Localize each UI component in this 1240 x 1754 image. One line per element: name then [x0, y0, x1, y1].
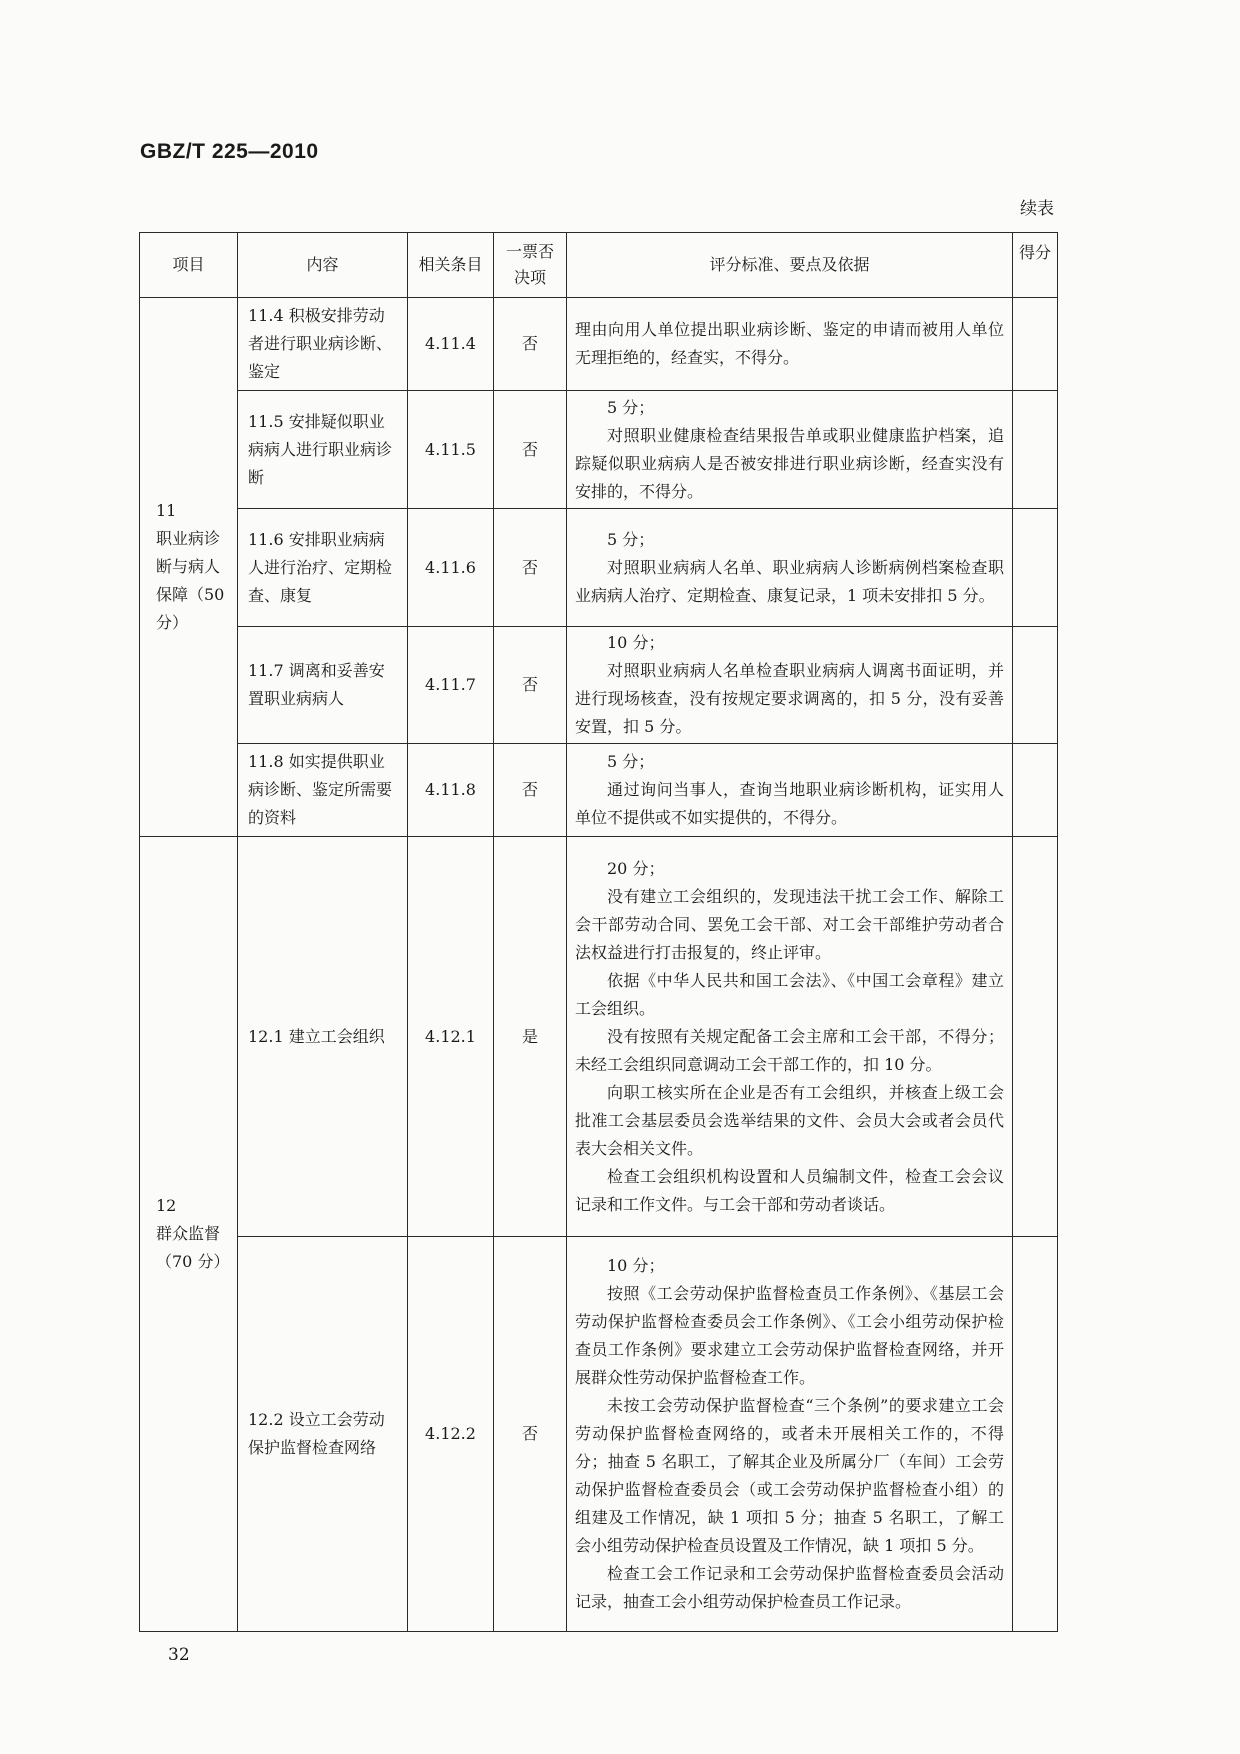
criteria-cell: [567, 627, 1013, 744]
table-row: [140, 837, 1058, 1237]
veto-cell: 否: [494, 1237, 567, 1632]
table-row: [140, 391, 1058, 509]
header-criteria: 评分标准、要点及依据: [567, 233, 1013, 298]
clause-cell: 4.11.4: [408, 298, 494, 391]
score-cell: [1013, 837, 1058, 1237]
content-cell: 12.1 建立工会组织: [238, 837, 408, 1237]
clause-cell: 4.12.2: [408, 1237, 494, 1632]
table-row: [140, 744, 1058, 837]
content-cell: 12.2 设立工会劳动保护监督检查网络: [238, 1237, 408, 1632]
clause-cell: 4.11.7: [408, 627, 494, 744]
header-content: 内容: [238, 233, 408, 298]
criteria-paragraph: 向职工核实所在企业是否有工会组织，并核查上级工会批准工会基层委员会选举结果的文件、会员大会或者会员代表大会相关文件。: [575, 1082, 1004, 1158]
criteria-paragraph: 对照职业病病人名单检查职业病病人调离书面证明，并进行现场核查，没有按规定要求调离的，扣 5 分，没有妥善安置，扣 5 分。: [575, 661, 1004, 736]
continued-label: 续表: [1020, 199, 1054, 219]
header-veto: 一票否决项: [494, 233, 567, 298]
criteria-cell: [567, 509, 1013, 627]
clause-cell: 4.11.8: [408, 744, 494, 837]
header-item: 项目: [140, 233, 238, 298]
table-header-row: [140, 233, 1058, 298]
scoring-table: [139, 232, 1058, 1632]
table-row: [140, 1237, 1058, 1632]
criteria-paragraph: 未按工会劳动保护监督检查“三个条例”的要求建立工会劳动保护监督检查网络的，或者未开展相关工作的，不得分；抽查 5 名职工，了解其企业及所属分厂（车间）工会劳动保护监督检查委员会（或工会劳动保护监督检查小组）的组建及工作情况，缺 1 项扣 5 分；抽查 5 名职工，了解工会小组劳动保护检查员设置及工作情况，缺 1 项扣 5 分。: [575, 1396, 1004, 1555]
content-cell: 11.6 安排职业病病人进行治疗、定期检查、康复: [238, 509, 408, 627]
criteria-paragraph: 对照职业健康检查结果报告单或职业健康监护档案，追踪疑似职业病病人是否被安排进行职业病诊断，经查实没有安排的，不得分。: [575, 425, 1004, 501]
header-score: 得分: [1013, 233, 1058, 298]
criteria-paragraph: 没有按照有关规定配备工会主席和工会干部，不得分；未经工会组织同意调动工会干部工作的，扣 10 分。: [575, 1026, 1004, 1074]
content-cell: 11.5 安排疑似职业病病人进行职业病诊断: [238, 391, 408, 509]
veto-cell: 否: [494, 509, 567, 627]
criteria-cell: [567, 298, 1013, 391]
score-cell: [1013, 391, 1058, 509]
criteria-paragraph: 对照职业病病人名单、职业病病人诊断病例档案检查职业病病人治疗、定期检查、康复记录，1 项未安排扣 5 分。: [575, 557, 1004, 605]
veto-cell: 是: [494, 837, 567, 1237]
clause-cell: 4.11.5: [408, 391, 494, 509]
item-group-cell: 11 职业病诊 断与病人 保障（50 分）: [140, 298, 238, 837]
clause-cell: 4.11.6: [408, 509, 494, 627]
criteria-paragraph: 20 分；: [607, 858, 665, 878]
score-cell: [1013, 509, 1058, 627]
criteria-paragraph: 通过询问当事人，查询当地职业病诊断机构，证实用人单位不提供或不如实提供的，不得分。: [575, 780, 1004, 827]
table-row: [140, 627, 1058, 744]
score-cell: [1013, 627, 1058, 744]
criteria-cell: [567, 837, 1013, 1237]
criteria-cell: [567, 391, 1013, 509]
criteria-paragraph: 10 分；: [607, 633, 665, 652]
criteria-paragraph: 理由向用人单位提出职业病诊断、鉴定的申请而被用人单位无理拒绝的，经查实，不得分。: [575, 320, 1004, 367]
veto-cell: 否: [494, 298, 567, 391]
criteria-paragraph: 5 分；: [607, 752, 655, 771]
score-cell: [1013, 1237, 1058, 1632]
table-row: [140, 298, 1058, 391]
score-cell: [1013, 298, 1058, 391]
item-group-cell: 12 群众监督 （70 分）: [140, 837, 238, 1632]
criteria-paragraph: 5 分；: [607, 529, 655, 549]
criteria-paragraph: 检查工会组织机构设置和人员编制文件，检查工会会议记录和工作文件。与工会干部和劳动者谈话。: [575, 1166, 1004, 1214]
veto-cell: 否: [494, 744, 567, 837]
page-number: 32: [168, 1645, 190, 1665]
criteria-paragraph: 10 分；: [607, 1256, 665, 1275]
standard-code: GBZ/T 225—2010: [140, 140, 319, 163]
content-cell: 11.8 如实提供职业病诊断、鉴定所需要的资料: [238, 744, 408, 837]
criteria-cell: [567, 1237, 1013, 1632]
clause-cell: 4.12.1: [408, 837, 494, 1237]
content-cell: 11.4 积极安排劳动者进行职业病诊断、鉴定: [238, 298, 408, 391]
table-row: [140, 509, 1058, 627]
veto-cell: 否: [494, 391, 567, 509]
header-clause: 相关条目: [408, 233, 494, 298]
criteria-paragraph: 检查工会工作记录和工会劳动保护监督检查委员会活动记录，抽查工会小组劳动保护检查员工作记录。: [575, 1564, 1004, 1611]
criteria-paragraph: 按照《工会劳动保护监督检查员工作条例》、《基层工会劳动保护监督检查委员会工作条例》、《工会小组劳动保护检查员工作条例》要求建立工会劳动保护监督检查网络，并开展群众性劳动保护监督检查工作。: [575, 1284, 1004, 1387]
criteria-cell: [567, 744, 1013, 837]
score-cell: [1013, 744, 1058, 837]
veto-cell: 否: [494, 627, 567, 744]
content-cell: 11.7 调离和妥善安置职业病病人: [238, 627, 408, 744]
criteria-paragraph: 依据《中华人民共和国工会法》、《中国工会章程》建立工会组织。: [575, 970, 1004, 1018]
criteria-paragraph: 5 分；: [607, 397, 655, 417]
criteria-paragraph: 没有建立工会组织的，发现违法干扰工会工作、解除工会干部劳动合同、罢免工会干部、对工会干部维护劳动者合法权益进行打击报复的，终止评审。: [575, 886, 1004, 962]
